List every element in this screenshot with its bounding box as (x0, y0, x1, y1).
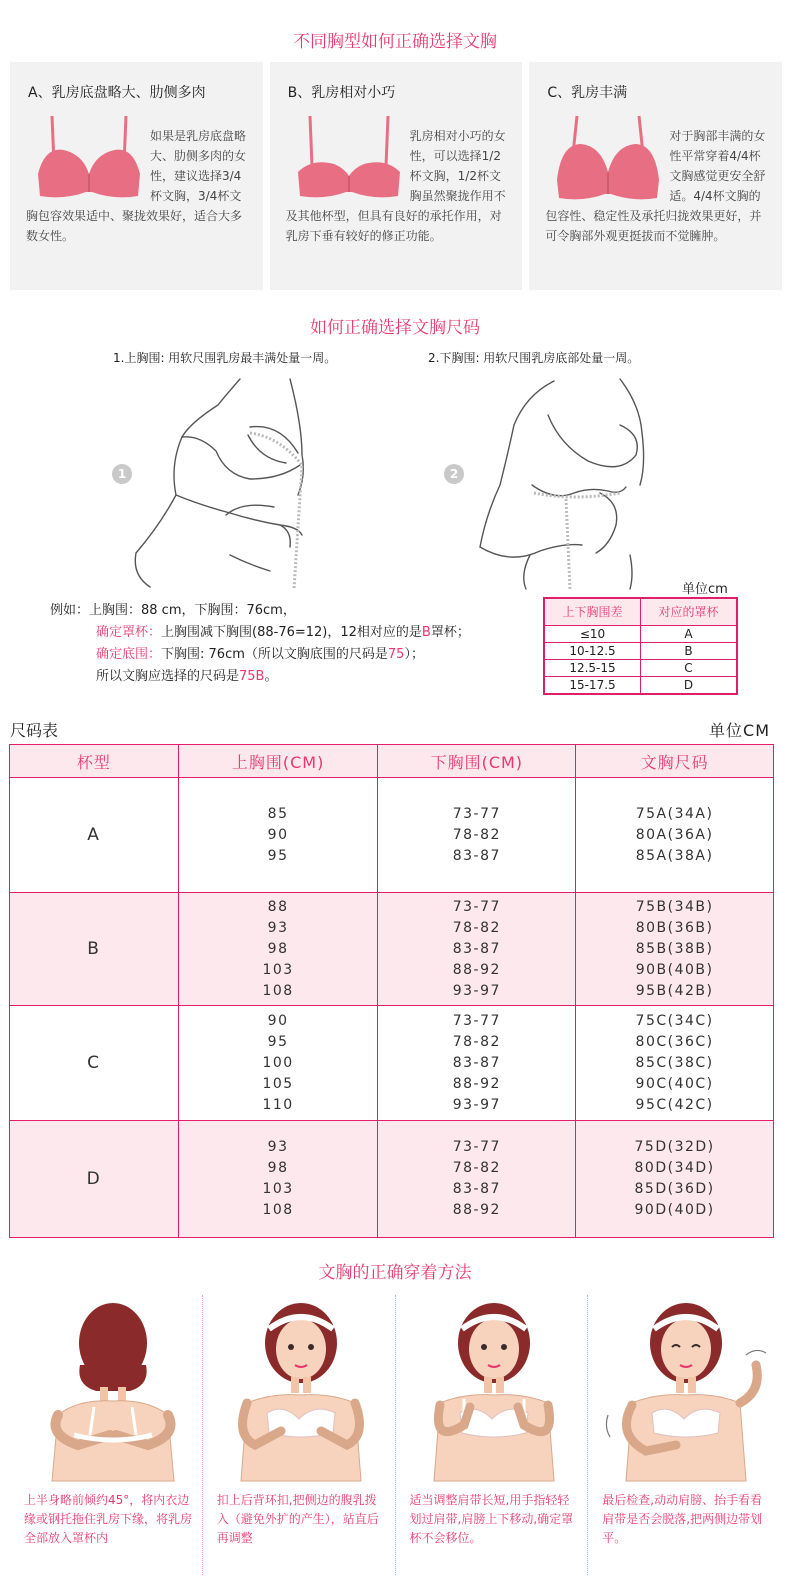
example-final-value: 75B (239, 669, 265, 684)
measure-step-1-caption: 1.上胸围: 用软尺围乳房最丰满处量一周。 (113, 351, 337, 365)
cup-type-cell: C (10, 1006, 179, 1121)
example-band-value: 75 (387, 647, 405, 662)
wearing-step-1 (10, 1295, 202, 1575)
woman-back-view-icon (18, 1295, 198, 1485)
size-table-header: 下胸围(CM) (378, 745, 576, 778)
wearing-step-text: 上半身略前倾约45°，将内衣边缘或钢托拖住乳房下缘，将乳房全部放入罩杯内 (24, 1493, 193, 1545)
cup-type-title: A、乳房底盘略大、肋侧多肉 (28, 85, 206, 101)
upper-bust-cell: 88 93 98 103 108 (178, 893, 378, 1006)
cup-type-card-b (270, 62, 523, 290)
cup-diff-cell: 10-12.5 (544, 642, 641, 659)
size-table-label: 尺码表 (10, 721, 59, 740)
cup-letter-cell: D (641, 676, 738, 694)
example-line-1: 例如：上胸围：88 cm，下胸围：76cm， (50, 603, 296, 618)
example-cup-text-end: 罩杯； (430, 625, 470, 640)
wearing-step-4 (587, 1295, 780, 1575)
upper-bust-cell: 90 95 100 105 110 (178, 1006, 378, 1121)
wearing-step-text: 适当调整肩带长短,用手指轻轻划过肩带,肩膀上下移动,确定罩杯不会移位。 (409, 1493, 574, 1545)
section-title-wearing: 文胸的正确穿着方法 (318, 1263, 472, 1283)
bra-size-cell: 75A(34A) 80A(36A) 85A(38A) (576, 778, 774, 893)
bra-size-cell: 75C(34C) 80C(36C) 85C(38C) 90C(40C) 95C(42C) (576, 1006, 774, 1121)
example-band-text-end: ）； (404, 647, 424, 662)
example-band-text: 下胸围: 76cm（所以文胸底围的尺码是 (161, 647, 388, 662)
upper-bust-cell: 93 98 103 108 (178, 1121, 378, 1238)
cup-type-title: B、乳房相对小巧 (287, 85, 396, 101)
under-bust-cell: 73-77 78-82 83-87 88-92 (378, 1121, 576, 1238)
size-table-unit: 单位CM (709, 721, 770, 740)
measure-step-2-caption: 2.下胸围: 用软尺围乳房底部处量一周。 (428, 351, 640, 365)
cup-letter-cell: C (641, 659, 738, 676)
cup-type-cell: B (10, 893, 179, 1006)
size-example (50, 600, 470, 688)
section-title-cup-types: 不同胸型如何正确选择文胸 (293, 32, 497, 52)
cup-table-header: 上下胸围差 (544, 598, 641, 625)
cup-letter-cell: A (641, 625, 738, 642)
size-table-header: 杯型 (10, 745, 179, 778)
cup-type-cards (10, 62, 782, 290)
wearing-step-text: 最后检查,动动肩膀、抬手看看肩带是否会脱落,把两侧边带划平。 (602, 1493, 763, 1545)
size-table-header: 上胸围(CM) (178, 745, 378, 778)
table-row (544, 676, 737, 694)
step-number-1: 1 (112, 464, 132, 484)
under-bust-measure-illustration (470, 375, 710, 590)
table-row (10, 778, 774, 893)
cup-difference-table (543, 597, 738, 695)
under-bust-cell: 73-77 78-82 83-87 (378, 778, 576, 893)
woman-check-shoulders-icon (596, 1295, 776, 1485)
bra-size-cell: 75B(34B) 80B(36B) 85B(38B) 90B(40B) 95B(42B) (576, 893, 774, 1006)
woman-front-view-icon (211, 1295, 391, 1485)
cup-type-cell: A (10, 778, 179, 893)
upper-bust-cell: 85 90 95 (178, 778, 378, 893)
example-cup-text: 上胸围减下胸围(88-76=12)，12相对应的是 (161, 625, 422, 640)
size-table-header: 文胸尺码 (576, 745, 774, 778)
cup-diff-cell: ≤10 (544, 625, 641, 642)
section-title-size: 如何正确选择文胸尺码 (310, 318, 480, 338)
table-row (544, 642, 737, 659)
wearing-step-2 (202, 1295, 395, 1575)
under-bust-cell: 73-77 78-82 83-87 88-92 93-97 (378, 893, 576, 1006)
cup-table-unit: 单位cm (682, 582, 728, 597)
cup-type-card-c (529, 62, 782, 290)
table-row (10, 1121, 774, 1238)
cup-table-header: 对应的罩杯 (641, 598, 738, 625)
cup-diff-cell: 15-17.5 (544, 676, 641, 694)
example-final-end: 。 (264, 669, 278, 684)
cup-type-desc: 对于胸部丰满的女性平常穿着4/4杯文胸感觉更安全舒适。4/4杯文胸的包容性、稳定性及承托归拢效果更好，并可令胸部外观更挺拔而不觉臃肿。 (545, 129, 766, 243)
example-band-label: 确定底围： (96, 647, 162, 662)
table-row (544, 659, 737, 676)
example-final-text: 所以文胸应选择的尺码是 (96, 669, 240, 684)
table-row (544, 625, 737, 642)
cup-type-card-a (10, 62, 263, 290)
cup-type-desc: 乳房相对小巧的女性，可以选择1/2杯文胸，1/2杯文胸虽然聚拢作用不及其他杯型，但具有良好的承托作用，对乳房下垂有较好的修正功能。 (285, 129, 506, 243)
example-cup-letter: B (421, 625, 431, 640)
size-table (9, 744, 774, 1238)
under-bust-cell: 73-77 78-82 83-87 88-92 93-97 (378, 1006, 576, 1121)
upper-bust-measure-illustration (130, 375, 370, 590)
step-number-2: 2 (444, 464, 464, 484)
table-row (10, 1006, 774, 1121)
wearing-step-text: 扣上后背环扣,把侧边的腹乳拨入（避免外扩的产生），站直后再调整 (216, 1493, 379, 1545)
wearing-steps (10, 1295, 780, 1575)
woman-adjust-strap-icon (404, 1295, 584, 1485)
bra-size-cell: 75D(32D) 80D(34D) 85D(36D) 90D(40D) (576, 1121, 774, 1238)
cup-type-cell: D (10, 1121, 179, 1238)
table-row (10, 893, 774, 1006)
cup-type-desc: 如果是乳房底盘略大、肋侧多肉的女性，建议选择3/4杯文胸，3/4杯文胸包容效果适中、聚拢效果好，适合大多数女性。 (26, 129, 247, 243)
cup-diff-cell: 12.5-15 (544, 659, 641, 676)
cup-type-title: C、乳房丰满 (547, 85, 628, 101)
wearing-step-3 (395, 1295, 588, 1575)
cup-letter-cell: B (641, 642, 738, 659)
example-cup-label: 确定罩杯： (96, 625, 162, 640)
